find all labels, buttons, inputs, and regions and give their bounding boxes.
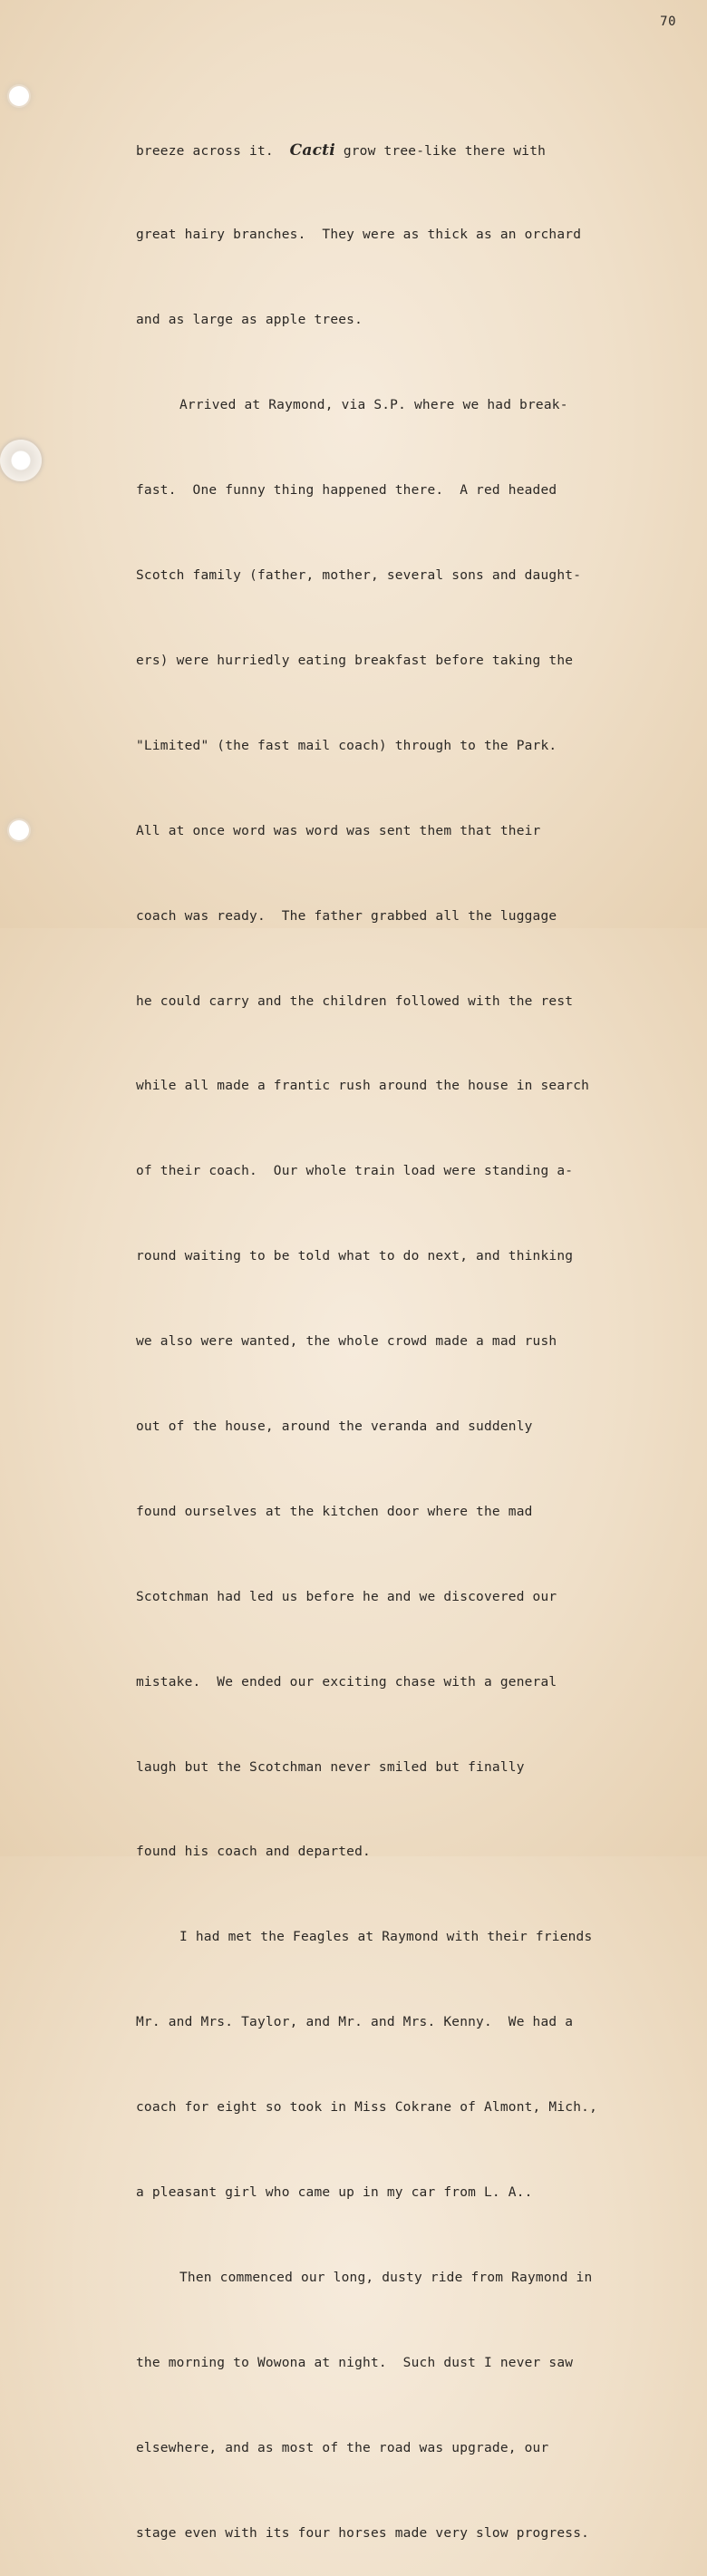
- page-number: 70: [660, 15, 676, 29]
- handwritten-insertion: Cacti: [289, 140, 335, 160]
- punch-hole-bottom: [9, 820, 29, 840]
- text-line: Scotch family (father, mother, several sons and daught-: [136, 568, 582, 584]
- text-line: coach for eight so took in Miss Cokrane of Almont, Mich.,: [136, 2100, 597, 2116]
- text-line: Then commenced our long, dusty ride from Raymond in: [179, 2270, 593, 2285]
- text-line: and as large as apple trees.: [136, 313, 363, 328]
- text-line: Arrived at Raymond, via S.P. where we had break-: [179, 398, 568, 413]
- text-line: the morning to Wowona at night. Such dust I never saw: [136, 2355, 574, 2370]
- text-line: coach was ready. The father grabbed all the luggage: [136, 908, 557, 924]
- text-line: I had met the Feagles at Raymond with their friends: [179, 1930, 593, 1945]
- text-line: Mr. and Mrs. Taylor, and Mr. and Mrs. Kenny. We had a: [136, 2015, 574, 2030]
- text-line: found his coach and departed.: [136, 1845, 371, 1860]
- text-line: "Limited" (the fast mail coach) through to the Park.: [136, 738, 557, 753]
- text-line: stage even with its four horses made very slow progress.: [136, 2525, 590, 2541]
- punch-hole-top: [9, 86, 29, 106]
- text-line: we also were wanted, the whole crowd made a mad rush: [136, 1334, 557, 1350]
- text-line: All at once word was word was sent them that their: [136, 823, 541, 838]
- text-line: laugh but the Scotchman never smiled but finally: [136, 1759, 525, 1775]
- text-line: breeze across it. Cacti grow tree-like there with: [136, 140, 547, 160]
- text-line: a pleasant girl who came up in my car from L. A..: [136, 2184, 533, 2200]
- punch-hole-middle: [0, 440, 42, 481]
- text-line: Scotchman had led us before he and we discovered our: [136, 1589, 557, 1604]
- typed-text-body: [136, 80, 644, 2576]
- text-line: elsewhere, and as most of the road was upgrade, our: [136, 2440, 549, 2455]
- text-line: he could carry and the children followed with the rest: [136, 993, 574, 1009]
- text-line: found ourselves at the kitchen door where the mad: [136, 1504, 533, 1519]
- text-line: out of the house, around the veranda and suddenly: [136, 1419, 533, 1434]
- text-line: mistake. We ended our exciting chase with a general: [136, 1674, 557, 1690]
- text-line: while all made a frantic rush around the house in search: [136, 1079, 590, 1094]
- text-line: ers) were hurriedly eating breakfast before taking the: [136, 653, 574, 668]
- text-line: fast. One funny thing happened there. A red headed: [136, 483, 557, 499]
- text-line: of their coach. Our whole train load were standing a-: [136, 1164, 574, 1179]
- text-line: great hairy branches. They were as thick as an orchard: [136, 228, 582, 243]
- text-line: round waiting to be told what to do next, and thinking: [136, 1249, 574, 1264]
